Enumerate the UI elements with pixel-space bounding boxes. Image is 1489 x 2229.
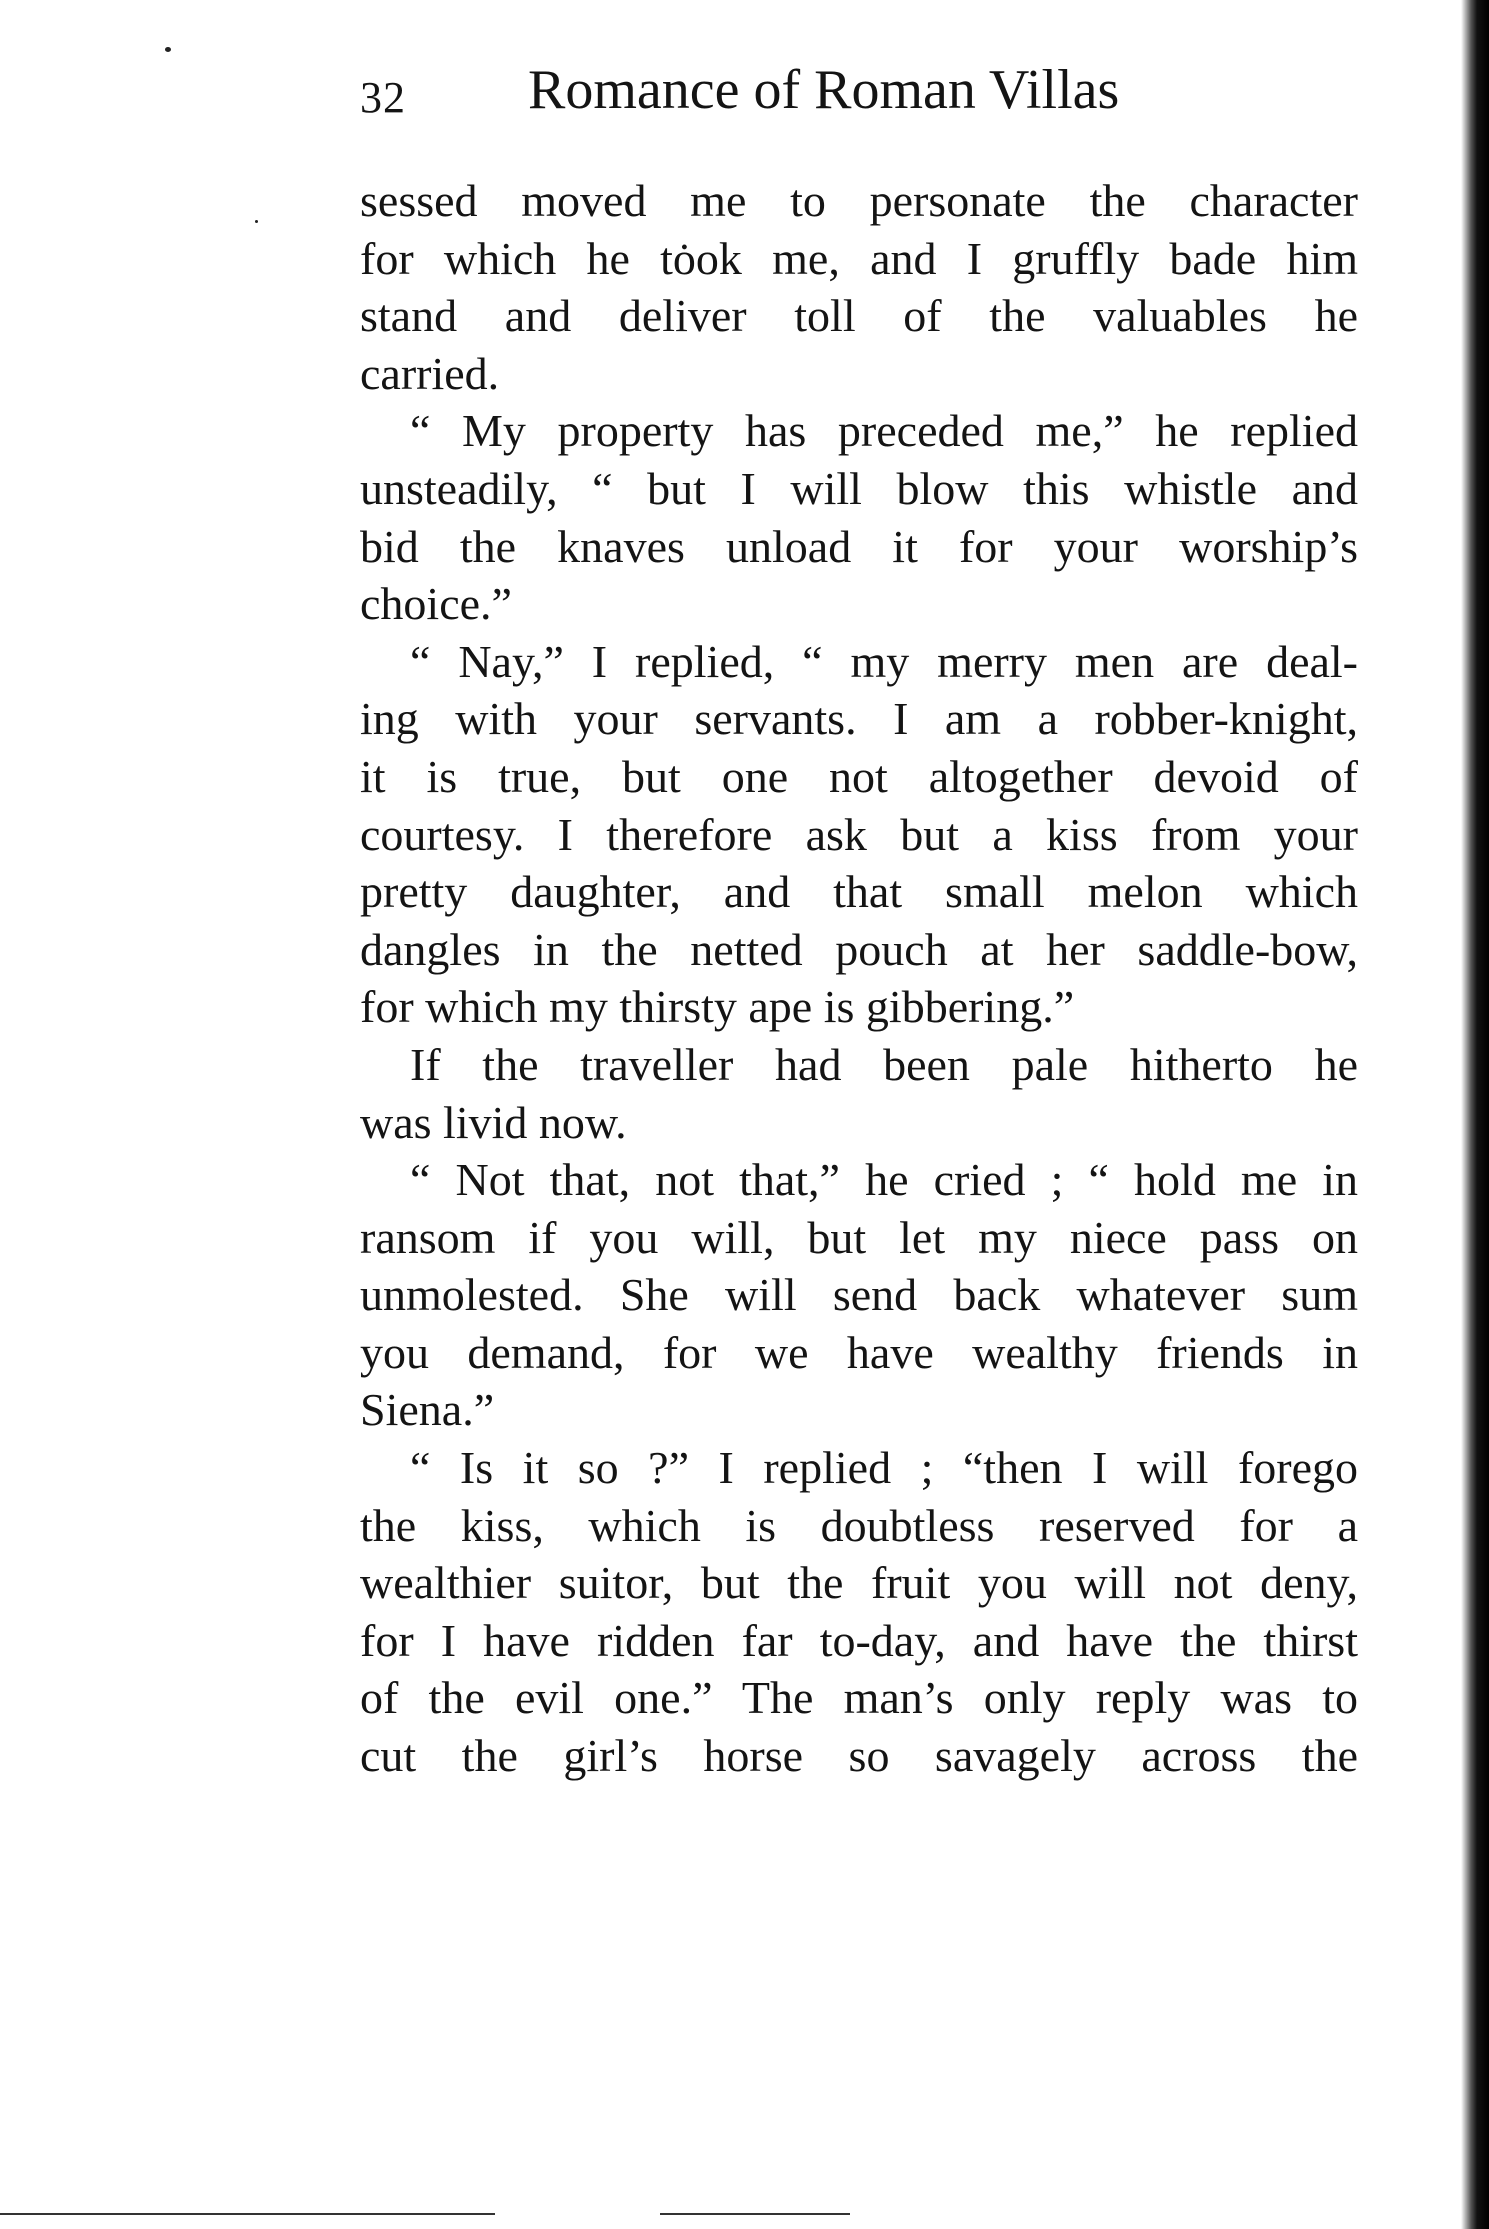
text-line: for I have ridden far to-day, and have the thirst	[360, 1614, 1358, 1666]
running-title: Romance of Roman Villas	[528, 59, 1120, 121]
text-line: carried.	[360, 347, 500, 399]
text-line: pretty daughter, and that small melon which	[360, 866, 1358, 918]
text-line: sessed moved me to personate the character	[360, 175, 1358, 226]
text-line: ransom if you will, but let my niece pass on	[360, 1211, 1358, 1263]
bottom-scan-edge	[660, 2213, 850, 2215]
ink-speck	[165, 47, 171, 52]
text-line: “ Not that, not that,” he cried ; “ hold me in	[410, 1154, 1358, 1206]
text-line: choice.”	[360, 578, 512, 630]
text-line: for which he tȯok me, and I gruffly bade him	[360, 232, 1358, 284]
text-line: “ My property has preceded me,” he replied	[410, 405, 1358, 457]
page-header	[360, 58, 1360, 138]
text-line: If the traveller had been pale hitherto he	[410, 1038, 1358, 1090]
text-line: unmolested. She will send back whatever sum	[360, 1269, 1358, 1321]
text-line: courtesy. I therefore ask but a kiss from your	[360, 808, 1358, 860]
page-spine-shadow	[1461, 0, 1489, 2229]
text-line: you demand, for we have wealthy friends in	[360, 1326, 1358, 1378]
text-line: “ Is it so ?” I replied ; “then I will forego	[410, 1442, 1358, 1494]
text-line: dangles in the netted pouch at her saddle-bow,	[360, 923, 1358, 975]
text-line: unsteadily, “ but I will blow this whistle and	[360, 462, 1358, 514]
text-line: was livid now.	[360, 1096, 627, 1148]
bottom-scan-edge	[0, 2213, 495, 2215]
text-line: it is true, but one not altogether devoid of	[360, 750, 1358, 802]
text-line: ing with your servants. I am a robber-knight,	[360, 693, 1358, 745]
text-line: for which my thirsty ape is gibbering.”	[360, 981, 1075, 1033]
ink-speck	[255, 220, 258, 223]
text-line: Siena.”	[360, 1384, 495, 1436]
text-line: of the evil one.” The man’s only reply was to	[360, 1672, 1358, 1724]
text-line: “ Nay,” I replied, “ my merry men are deal-	[410, 635, 1358, 687]
text-line: stand and deliver toll of the valuables he	[360, 290, 1358, 342]
text-line: cut the girl’s horse so savagely across the	[360, 1730, 1358, 1782]
text-line: wealthier suitor, but the fruit you will not deny,	[360, 1557, 1358, 1609]
body-text	[360, 172, 1358, 1785]
page-number: 32	[360, 73, 406, 122]
text-line: the kiss, which is doubtless reserved for a	[360, 1499, 1358, 1551]
text-line: bid the knaves unload it for your worship’s	[360, 520, 1358, 572]
